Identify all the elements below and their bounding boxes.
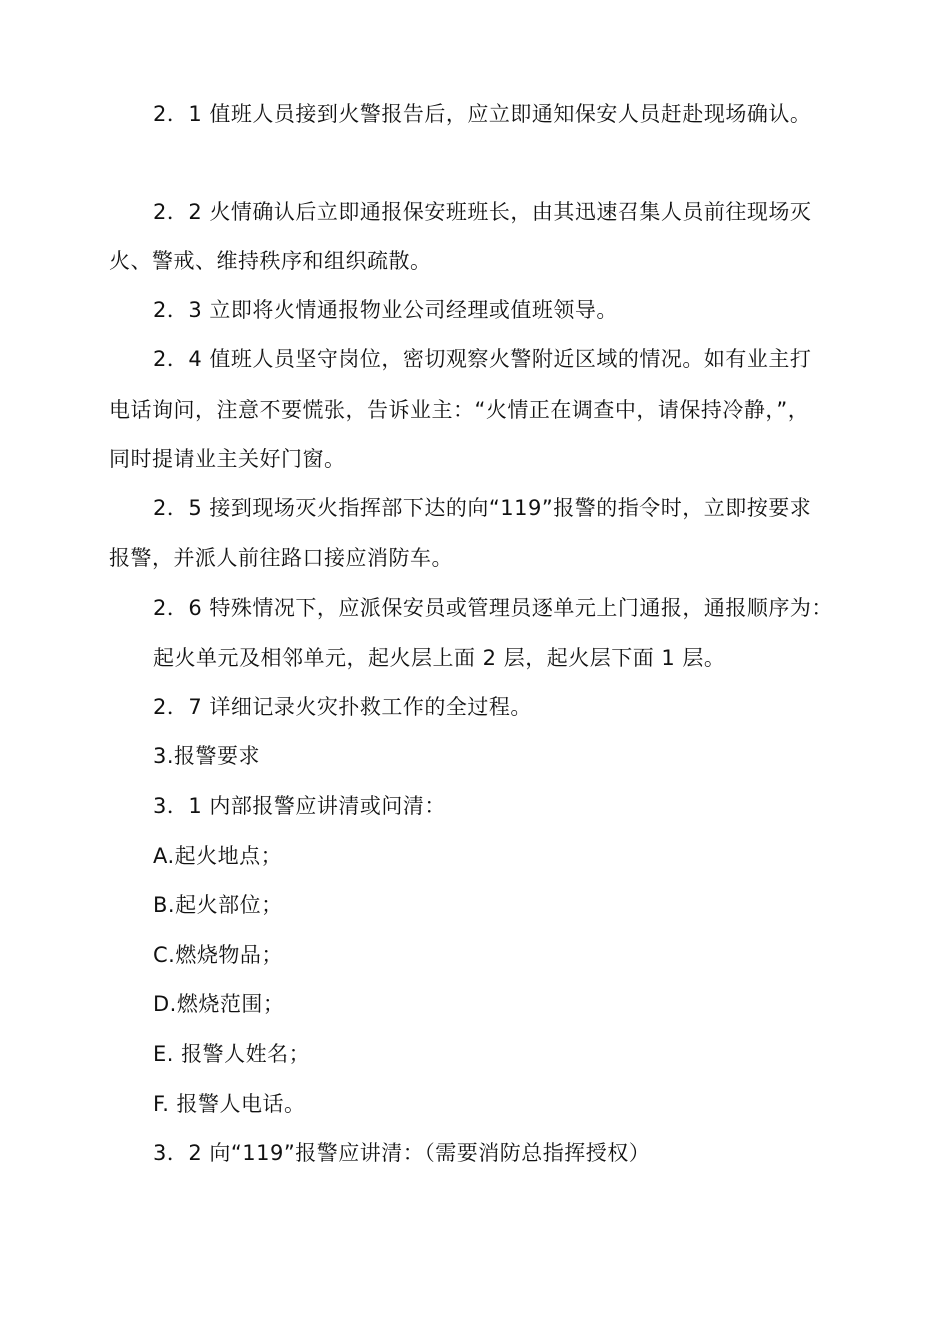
paragraph-2-5: 2．5 接到现场灭火指挥部下达的向“119”报警的指令时，立即按要求 bbox=[153, 496, 812, 520]
paragraph-2-7: 2．7 详细记录火灾扑救工作的全过程。 bbox=[153, 695, 532, 719]
paragraph-2-6-continued: 起火单元及相邻单元，起火层上面 2 层，起火层下面 1 层。 bbox=[153, 646, 726, 670]
paragraph-2-1: 2．1 值班人员接到火警报告后，应立即通知保安人员赶赴现场确认。 bbox=[153, 102, 812, 126]
list-item-e: E. 报警人姓名； bbox=[153, 1042, 311, 1066]
paragraph-2-5-continued: 报警，并派人前往路口接应消防车。 bbox=[109, 546, 453, 570]
paragraph-2-4-continued-2: 同时提请业主关好门窗。 bbox=[109, 447, 346, 471]
section-heading-3: 3.报警要求 bbox=[153, 744, 261, 768]
paragraph-2-4: 2．4 值班人员坚守岗位，密切观察火警附近区域的情况。如有业主打 bbox=[153, 347, 812, 371]
list-item-a: A.起火地点； bbox=[153, 844, 283, 868]
paragraph-2-2: 2．2 火情确认后立即通报保安班班长，由其迅速召集人员前往现场灭 bbox=[153, 200, 812, 224]
paragraph-3-2: 3．2 向“119”报警应讲清：（需要消防总指挥授权） bbox=[153, 1141, 651, 1165]
list-item-c: C.燃烧物品； bbox=[153, 943, 283, 967]
list-item-d: D.燃烧范围； bbox=[153, 992, 285, 1016]
paragraph-2-3: 2．3 立即将火情通报物业公司经理或值班领导。 bbox=[153, 298, 618, 322]
paragraph-2-2-continued: 火、警戒、维持秩序和组织疏散。 bbox=[109, 249, 432, 273]
paragraph-2-6: 2．6 特殊情况下，应派保安员或管理员逐单元上门通报，通报顺序为： bbox=[153, 596, 833, 620]
paragraph-2-4-continued: 电话询问，注意不要慌张，告诉业主：“火情正在调查中，请保持冷静，”， bbox=[109, 398, 810, 422]
list-item-f: F. 报警人电话。 bbox=[153, 1092, 306, 1116]
paragraph-3-1: 3．1 内部报警应讲清或问清： bbox=[153, 794, 446, 818]
list-item-b: B.起火部位； bbox=[153, 893, 283, 917]
